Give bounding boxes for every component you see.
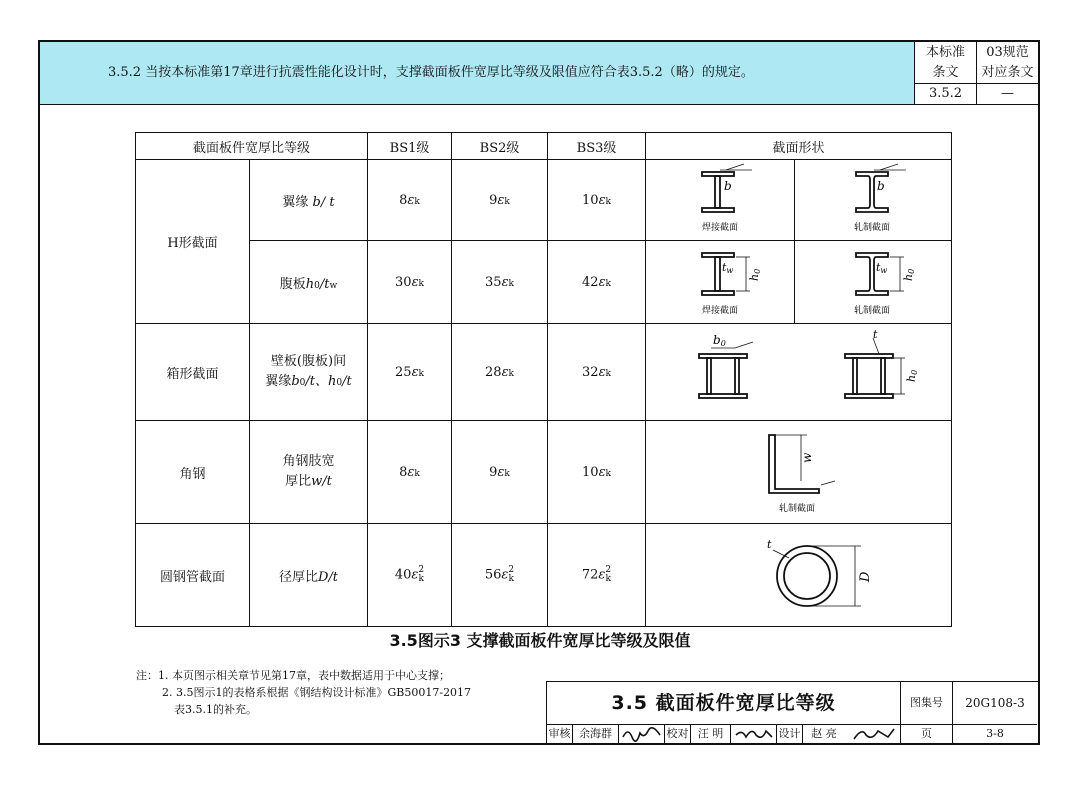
note-line-2: 2. 3.5图示1的表格系根据《钢结构设计标准》GB50017-2017	[162, 686, 472, 699]
value-bs1: 25εk	[368, 324, 452, 421]
shape-rolled-i-web	[795, 241, 952, 324]
svg-text:焊接截面: 焊接截面	[701, 306, 738, 316]
shape-rolled-i-flange	[795, 160, 952, 241]
table-row	[136, 324, 952, 421]
table-row	[136, 524, 952, 627]
signature-icon	[732, 725, 776, 743]
page-value: 3-8	[986, 727, 1004, 740]
note-line-3: 表3.5.1的补充。	[174, 703, 257, 716]
value-bs2: 28εk	[452, 324, 548, 421]
plate-h-flange-symbol: b/ t	[312, 194, 335, 210]
shape-welded-i-web	[646, 241, 795, 324]
shape-box-sections	[646, 324, 952, 421]
notes	[136, 667, 471, 718]
value-bs1: 8εk	[368, 421, 452, 524]
header-bs1: BS1级	[368, 133, 452, 160]
header-shape: 截面形状	[646, 133, 952, 160]
clause-header	[40, 42, 1038, 105]
value-bs2: 35εk	[452, 241, 548, 324]
plate-tube: 径厚比D/t	[250, 524, 368, 627]
rolled-i-section-web-icon	[798, 241, 948, 319]
svg-text:焊接截面: 焊接截面	[701, 223, 738, 233]
header-bs3: BS3级	[548, 133, 646, 160]
value-bs1: 8εk	[368, 160, 452, 241]
value-bs1: 40ε 2 k	[368, 524, 452, 627]
plate-h-flange-label: 翼缘	[282, 194, 309, 210]
svg-text:tw: tw	[721, 261, 733, 275]
design-label: 设计	[777, 725, 803, 743]
svg-text:轧制截面: 轧制截面	[778, 504, 815, 514]
welded-i-section-flange-icon	[648, 160, 793, 236]
svg-text:b0: b0	[712, 333, 726, 348]
standard-clause-label-line2: 条文	[932, 65, 959, 80]
value-bs3: 72ε 2 k	[548, 524, 646, 627]
clause-text: 3.5.2 当按本标准第17章进行抗震性能化设计时，支撑截面板件宽厚比等级及限值应符合表3.5.2（略）的规定。	[40, 42, 914, 104]
signature-icon	[620, 725, 664, 743]
note-line-1: 注：1. 本页图示相关章节见第17章，表中数据适用于中心支撑；	[136, 669, 450, 682]
value-bs3: 10εk	[548, 160, 646, 241]
svg-text:轧制截面: 轧制截面	[854, 306, 891, 316]
circular-tube-icon	[649, 524, 949, 622]
value-bs2: 56ε 2 k	[452, 524, 548, 627]
welded-i-section-web-icon	[648, 241, 793, 319]
value-bs3: 42εk	[548, 241, 646, 324]
atlas-number-label: 图集号	[901, 682, 953, 724]
svg-text:t: t	[766, 538, 771, 551]
section-angle: 角钢	[136, 421, 250, 524]
signature-icon	[848, 725, 898, 743]
svg-text:w: w	[799, 452, 814, 463]
svg-text:b: b	[877, 179, 885, 193]
check-label: 校对	[665, 725, 691, 743]
value-bs3: 10εk	[548, 421, 646, 524]
svg-text:tw: tw	[876, 261, 888, 275]
drawing-title: 3.5 截面板件宽厚比等级	[547, 682, 901, 724]
shape-welded-i-flange	[646, 160, 795, 241]
review-name: 余海群	[573, 725, 619, 743]
title-block	[546, 681, 1038, 743]
width-thickness-table	[135, 132, 951, 627]
table-header-row	[136, 133, 952, 160]
value-bs2: 9εk	[452, 421, 548, 524]
value-bs3: 32εk	[548, 324, 646, 421]
figure-caption: 3.5图示3 支撑截面板件宽厚比等级及限值	[389, 631, 691, 650]
table-row	[136, 421, 952, 524]
svg-text:D: D	[857, 571, 873, 582]
table-row	[136, 241, 952, 324]
box-section-icon	[649, 324, 949, 416]
header-bs2: BS2级	[452, 133, 548, 160]
shape-tube	[646, 524, 952, 627]
plate-angle: 角钢肢宽 厚比w/t	[250, 421, 368, 524]
design-signature	[845, 725, 901, 743]
check-signature	[731, 725, 777, 743]
plate-h-web: 腹板h0/tw	[250, 241, 368, 324]
svg-text:t: t	[872, 328, 877, 341]
svg-text:h0: h0	[902, 268, 917, 281]
plate-box: 壁板(腹板)间 翼缘b0/t、h0/t	[250, 324, 368, 421]
svg-text:h0: h0	[747, 268, 762, 281]
page-label: 页	[901, 725, 953, 743]
standard-clause-label	[914, 42, 976, 84]
shape-angle	[646, 421, 952, 524]
section-box: 箱形截面	[136, 324, 250, 421]
section-tube: 圆钢管截面	[136, 524, 250, 627]
standard-clause-label-line1: 本标准	[925, 45, 965, 60]
old-code-clause-value: —	[976, 84, 1038, 104]
value-bs1: 30εk	[368, 241, 452, 324]
rolled-i-section-flange-icon	[798, 160, 948, 236]
old-code-clause-label-line1: 03规范	[986, 45, 1029, 60]
atlas-number-value: 20G108-3	[965, 696, 1025, 710]
section-h: H形截面	[136, 160, 250, 324]
table-row	[136, 160, 952, 241]
header-grade: 截面板件宽厚比等级	[136, 133, 368, 160]
check-name: 汪 明	[691, 725, 731, 743]
plate-h-flange	[250, 160, 368, 241]
svg-text:轧制截面: 轧制截面	[854, 223, 891, 233]
angle-section-icon	[649, 421, 949, 519]
svg-text:h0: h0	[904, 369, 919, 382]
old-code-clause-label	[976, 42, 1038, 84]
review-signature	[619, 725, 665, 743]
svg-text:b: b	[723, 179, 732, 193]
review-label: 审核	[547, 725, 573, 743]
standard-clause-value: 3.5.2	[914, 84, 976, 104]
design-name: 赵 亮	[811, 727, 837, 740]
old-code-clause-label-line2: 对应条文	[981, 65, 1034, 80]
value-bs2: 9εk	[452, 160, 548, 241]
